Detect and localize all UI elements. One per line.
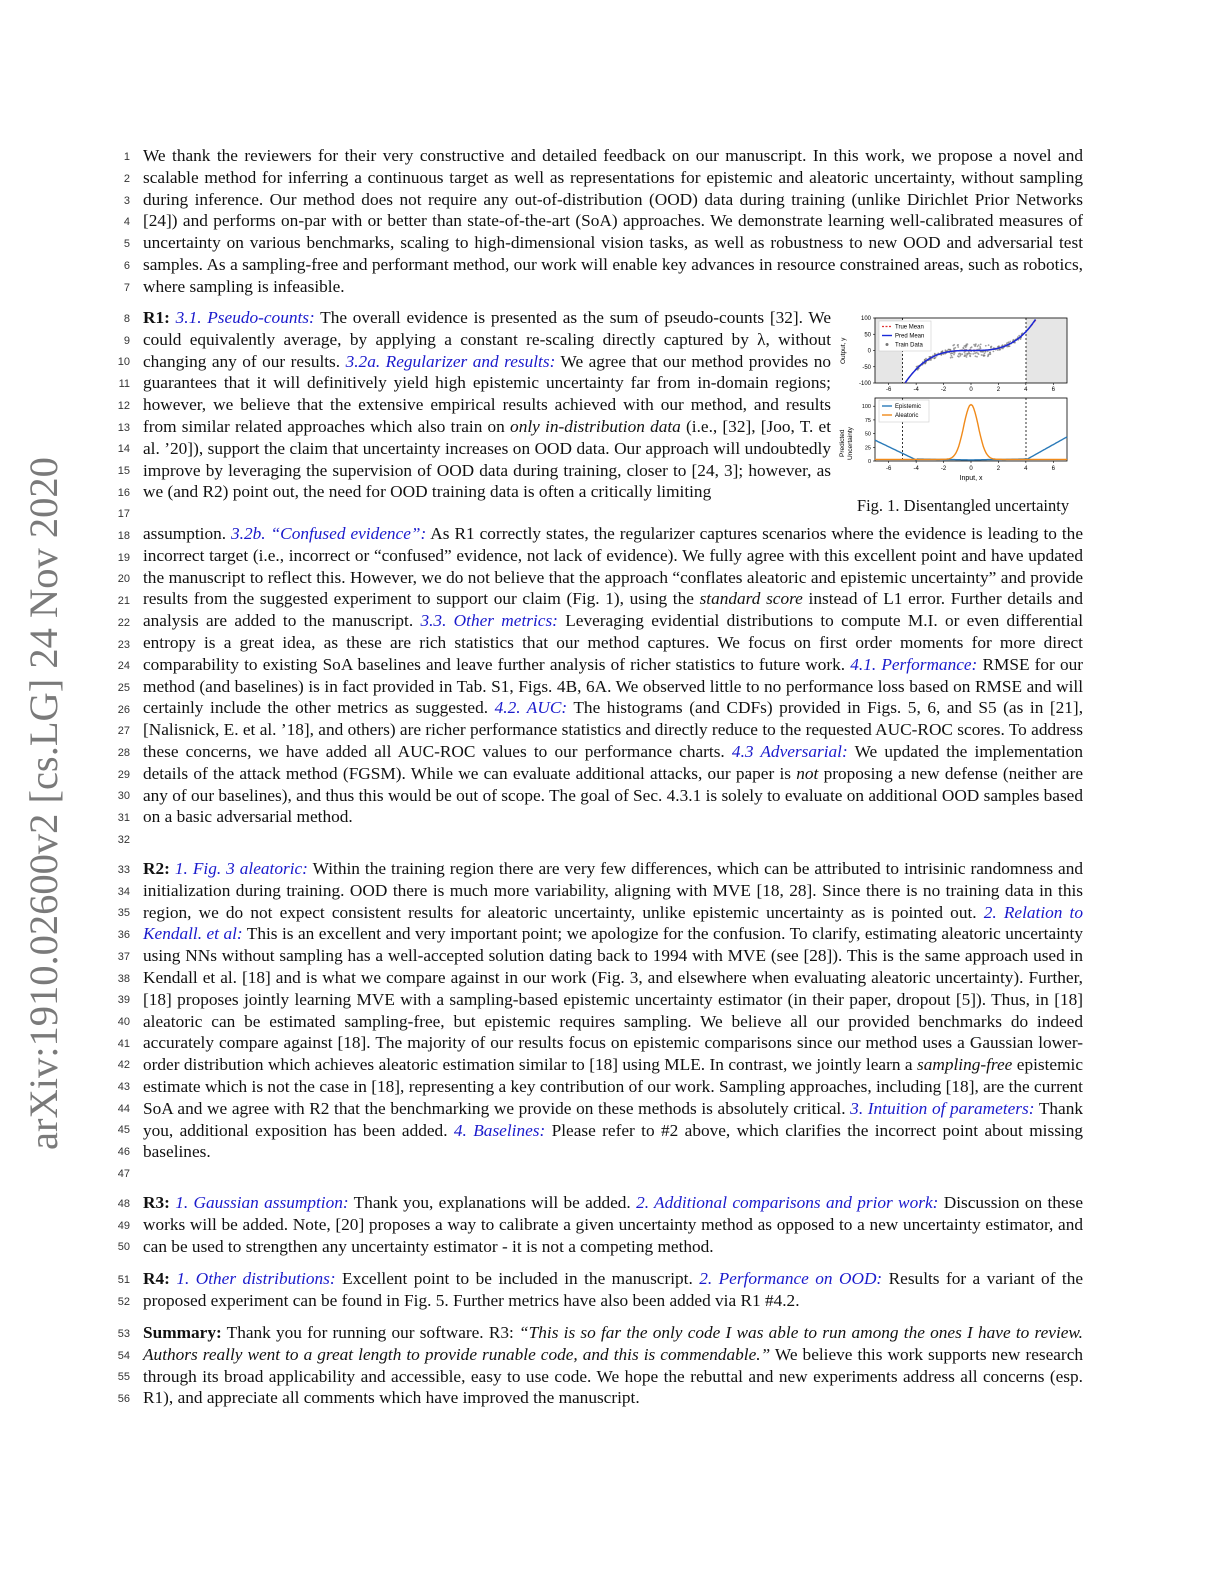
r1-heading-performance: 4.1. Performance: (850, 654, 978, 674)
summary-text: Thank you for running our software. R3: (221, 1323, 520, 1342)
line-number: 43 (117, 1081, 130, 1093)
line-number: 4 (123, 216, 130, 229)
train-data-point (966, 345, 968, 347)
train-data-point (1008, 346, 1010, 348)
train-data-point (964, 355, 966, 357)
train-data-point (952, 352, 954, 354)
train-data-point (984, 353, 986, 355)
line-number: 24 (117, 660, 130, 673)
r1-emphasis: not (796, 763, 819, 783)
train-data-point (973, 344, 975, 346)
line-number: 21 (117, 595, 130, 608)
line-number: 9 (123, 334, 130, 347)
bottom-x-axis-label: Input, x (959, 475, 983, 482)
train-data-point (961, 353, 963, 355)
top-y-tick-label: 100 (860, 316, 871, 322)
line-number: 33 (117, 864, 130, 876)
r1-heading-auc: 4.2. AUC: (494, 698, 568, 718)
r1-text: We agree that our method provides no guarantees that it will definitively yield high epistemic uncertainty far from in-domain regions; however, we believe that the extensive empirical results achieved with our method, and results from similar related approaches which also train on (143, 351, 832, 436)
line-number: 17 (117, 508, 130, 521)
line-number: 55 (117, 1371, 130, 1384)
line-number: 32 (117, 833, 130, 846)
reviewer-quote: “This is so far the only code I was able to run among the ones I have to review. Authors really went to a great length to provide runable code, and this is commendable.” (143, 1323, 1083, 1364)
r2-label: R2: (143, 859, 170, 878)
train-data-point (1006, 342, 1008, 344)
train-data-point (964, 353, 966, 355)
train-data-point (982, 354, 984, 356)
line-number: 53 (117, 1328, 130, 1340)
line-number: 35 (117, 907, 130, 920)
train-data-point (964, 351, 966, 353)
legend-aleatoric-label: Aleatoric (895, 413, 919, 419)
r3-label: R3: (143, 1193, 170, 1212)
line-number: 34 (117, 885, 130, 898)
bottom-y-axis-label-1: Predicted (839, 429, 846, 457)
train-data-point (997, 346, 999, 348)
bottom-x-tick-label: 4 (1024, 466, 1028, 472)
bottom-x-tick-label: -2 (940, 466, 947, 472)
r1-text: As R1 correctly states, the regularizer captures scenarios where the evidence is leading to the incorrect target (i.e., incorrect or “confused” evidence, not lack of evidence). We fully agree with this excellent point and have updated the manuscript to reflect this. However, we do not believe that the approach “conflates aleatoric and epistemic uncertainty” and provide results from the suggested experiment to support our claim (Fig. 1), using the (143, 524, 1083, 609)
r1-text: instead of L1 error. Further details and analysis are added to the manuscript. (143, 589, 1083, 631)
line-number: 45 (117, 1124, 130, 1137)
bottom-y-tick-label: 100 (861, 404, 871, 411)
line-number: 10 (117, 356, 130, 369)
train-data-point (957, 346, 959, 348)
r1-text: (i.e., [32], [Joo, T. et al. ’20]), support the claim that uncertainty increases on OOD data. Our approach will undoubtedly improve by leveraging the supervision of OOD data during training, closer to [24, 3]; however, as we (and R2) point out, the need for OOD training data is often a critically limiting (143, 416, 832, 502)
bottom-y-tick-label: 0 (867, 459, 871, 465)
bottom-x-tick-label: 0 (969, 466, 973, 472)
line-number: 1 (123, 151, 130, 163)
r2-emphasis: sampling-free (917, 1055, 1013, 1075)
line-number: 8 (123, 313, 130, 325)
r1-paragraph-continued (143, 523, 1083, 828)
train-data-point (1020, 338, 1022, 340)
top-y-tick-label: -100 (858, 381, 871, 387)
r2-paragraph (143, 858, 1083, 1163)
top-panel (840, 316, 1067, 393)
top-y-tick-label: 0 (867, 348, 871, 355)
train-data-point (987, 355, 989, 357)
figure-1 (835, 312, 1085, 522)
top-x-tick-label: 2 (996, 387, 1001, 393)
r2-text: Thank you, additional exposition has been added. (143, 1098, 1083, 1140)
line-number: 52 (117, 1295, 130, 1308)
r3-heading-comparisons: 2. Additional comparisons and prior work: (636, 1193, 939, 1212)
train-data-point (975, 343, 977, 345)
intro-paragraph: We thank the reviewers for their very constructive and detailed feedback on our manuscript. In this work, we propose a novel and scalable method for inferring a continuous target as well as representations for epistemic and aleatoric uncertainty, without sampling during inference. Our method does not require any out-of-distribution (OOD) data during training (unlike Dirichlet Prior Networks [24]) and performs on-par with or better than state-of-the-art (SoA) approaches. We demonstrate learning well-calibrated measures of uncertainty on various benchmarks, scaling to high-dimensional vision tasks, as well as robustness to new OOD and adversarial test samples. As a sampling-free and performant method, our work will enable key advances in resource constrained areas, such as robotics, where sampling is infeasible. (143, 146, 1083, 296)
train-data-point (1009, 341, 1011, 343)
r1-text: The histograms (and CDFs) provided in Figs. 5, 6, and S5 (as in [21], [Nalisnick, E. et al. ’18], and others) are richer performance statistics and directly reduce to the requested AUC-ROC scores. To address these concerns, we have added all AUC-ROC values to our performance charts. (143, 698, 1084, 761)
line-number: 47 (117, 1167, 130, 1180)
bottom-y-axis-label-2: Uncertainty (847, 427, 854, 460)
r1-heading-other-metrics: 3.3. Other metrics: (420, 611, 558, 631)
figure-1-svg (835, 312, 1085, 497)
legend-epistemic-label: Epistemic (895, 404, 922, 410)
r1-paragraph-wrapped (143, 307, 831, 503)
line-number: 11 (118, 378, 130, 391)
line-number: 27 (117, 725, 130, 738)
r2-heading-fig3: 1. Fig. 3 aleatoric: (174, 859, 308, 878)
r2-text: Please refer to #2 above, which clarifies the incorrect point about missing baselines. (143, 1120, 1084, 1162)
train-data-point (966, 353, 968, 355)
line-number: 28 (117, 747, 130, 759)
train-data-point (990, 353, 992, 355)
line-number: 31 (117, 812, 130, 825)
line-number: 20 (117, 573, 130, 586)
train-data-point (952, 357, 954, 359)
r3-paragraph (143, 1192, 1083, 1257)
r1-emphasis: standard score (699, 589, 803, 609)
r2-heading-intuition: 3. Intuition of parameters: (850, 1098, 1035, 1118)
line-number: 18 (117, 530, 130, 542)
top-legend (879, 321, 931, 351)
top-x-tick-label: -6 (886, 387, 892, 393)
line-number: 56 (117, 1393, 130, 1406)
legend-data-label: Train Data (895, 342, 923, 349)
train-data-point (925, 358, 927, 360)
train-data-point (967, 343, 969, 345)
line-number: 16 (117, 486, 130, 499)
r1-heading-confused-evidence: 3.2b. “Confused evidence”: (231, 524, 427, 543)
train-data-point (972, 353, 974, 355)
r4-label: R4: (143, 1269, 170, 1288)
r1-text: We updated the implementation details of the attack method (FGSM). While we can evaluate additional attacks, our paper is (143, 741, 1083, 783)
train-data-point (980, 344, 982, 346)
r4-heading-distributions: 1. Other distributions: (176, 1269, 336, 1288)
legend-data-swatch (886, 343, 889, 346)
line-number: 5 (123, 238, 130, 251)
summary-label: Summary: (143, 1323, 222, 1342)
summary-paragraph (143, 1322, 1083, 1409)
train-data-point (951, 355, 953, 357)
top-x-tick-label: -2 (940, 387, 947, 393)
line-number: 22 (117, 616, 130, 629)
r3-text: Thank you, explanations will be added. (348, 1193, 637, 1212)
line-number: 19 (117, 551, 130, 564)
line-number: 38 (117, 972, 130, 985)
bottom-x-tick-label: -4 (913, 466, 919, 472)
r1-emphasis: only in-distribution data (510, 416, 681, 436)
r4-text: Results for a variant of the proposed experiment can be found in Fig. 5. Further metrics have also been added via R1 #4.2. (143, 1269, 1084, 1310)
train-data-point (965, 347, 967, 349)
r1-heading-regularizer: 3.2a. Regularizer and results: (345, 351, 556, 371)
legend-true-label: True Mean (895, 324, 924, 331)
line-number: 29 (117, 768, 130, 781)
train-data-point (988, 354, 990, 356)
train-data-point (975, 355, 977, 357)
train-data-point (974, 353, 976, 355)
train-data-point (948, 349, 950, 351)
r1-text: assumption. (143, 524, 232, 543)
train-data-point (950, 357, 952, 359)
r3-text: Discussion on these works will be added. Note, [20] proposes a way to calibrate a given uncertainty method as opposed to a new uncertainty estimator, and can be used to strengthen any uncertainty estimator - it is not a competing method. (143, 1193, 1083, 1256)
train-data-point (981, 354, 983, 356)
train-data-point (979, 346, 981, 348)
top-y-tick-label: -50 (862, 364, 871, 371)
train-data-point (990, 346, 992, 348)
r1-text: RMSE for our method (and baselines) is in fact provided in Tab. S1, Figs. 4B, 6A. We observed little to no performance loss based on RMSE and will certainly include the other metrics as suggested. (143, 654, 1083, 718)
r4-paragraph (143, 1268, 1083, 1312)
bottom-x-tick-label: 2 (996, 466, 1001, 472)
line-number: 26 (117, 703, 130, 716)
train-data-point (971, 346, 973, 348)
bottom-x-ticks (886, 461, 1056, 472)
line-number: 40 (117, 1015, 130, 1028)
train-data-point (953, 344, 955, 346)
train-data-point (945, 349, 947, 351)
top-x-tick-label: 4 (1024, 387, 1028, 393)
line-number: 30 (117, 790, 130, 803)
figure-1-caption: Fig. 1. Disentangled uncertainty (856, 496, 1070, 515)
r1-heading-pseudo-counts: 3.1. Pseudo-counts: (175, 308, 315, 327)
r2-text: This is an excellent and very important point; we apologize for the confusion. To clarify, estimating aleatoric uncertainty using NNs without sampling has a well-accepted solution dating back to 1994 with MVE (see [28]). This is the same approach used in Kendall et al. [18] and is what we compare against in our work (Fig. 3, and elsewhere when evaluating aleatoric uncertainty). Further, [18] proposes jointly learning MVE with a sampling-based epistemic uncertainty estimator (in their paper, dropout [5]). Thus, in [18] aleatoric can be estimated sampling-free, but epistemic requires sampling. We believe all our provided benchmarks do indeed accurately compare against [18]. The majority of our results focus on epistemic comparisons since our method uses a Gaussian lower-order distribution which achieves aleatoric estimation similar to [18] using MLE. In contrast, we jointly learn a (143, 924, 1083, 1075)
train-data-point (957, 344, 959, 346)
arxiv-side-stamp: arXiv:1910.02600v2 [cs.LG] 24 Nov 2020 (21, 457, 66, 1150)
line-number: 50 (117, 1241, 130, 1254)
r2-text: Within the training region there are very few differences, which can be attributed to intrisinic randomness and initialization during training. OOD there is much more variability, aligning with MVE [18, 28]. Since there is no training data in this region, we do not expect consistent results for aleatoric uncertainty, unlike epistemic uncertainty as is pointed out. (143, 859, 1083, 922)
train-data-point (953, 348, 955, 350)
train-data-point (988, 344, 990, 346)
train-data-point (966, 356, 968, 358)
train-data-point (958, 353, 960, 355)
line-number: 7 (123, 281, 130, 294)
bottom-y-tick-label: 50 (864, 431, 871, 438)
train-data-points (915, 332, 1024, 370)
top-y-axis-label: Output, y (840, 337, 847, 364)
r1-label: R1: (143, 308, 170, 327)
line-number: 36 (117, 929, 130, 942)
r1-text: Leveraging evidential distributions to compute M.I. or even differential entropy is a great idea, as these are rich statistics that our method captures. We focus on first order moments for more direct comparability to existing SoA baselines and leave further analysis of richer statistics to future work. (143, 611, 1084, 674)
line-number: 54 (117, 1349, 130, 1362)
top-x-ticks (886, 383, 1056, 393)
legend-pred-label: Pred Mean (895, 333, 925, 340)
top-x-tick-label: -4 (913, 387, 919, 393)
top-y-ticks (859, 316, 875, 387)
r4-heading-ood: 2. Performance on OOD: (699, 1269, 883, 1288)
line-number: 46 (117, 1146, 130, 1159)
train-data-point (977, 352, 979, 354)
line-number: 48 (117, 1198, 130, 1210)
line-number: 14 (117, 443, 130, 456)
train-data-point (962, 347, 964, 349)
line-number: 12 (117, 399, 130, 412)
train-data-point (934, 357, 936, 359)
line-number: 25 (117, 681, 130, 694)
line-number: 13 (117, 421, 130, 434)
line-number: 3 (123, 194, 130, 207)
bottom-y-ticks (862, 404, 875, 465)
train-data-point (949, 349, 951, 351)
train-data-point (968, 352, 970, 354)
train-data-point (977, 346, 979, 348)
r2-text: epistemic estimate which is not the case in [18], representing a key contribution of our work. Sampling approaches, including [18], are the current SoA and we agree with R2 that the benchmarking we provide on these methods is absolutely critical. (143, 1055, 1084, 1118)
line-number: 37 (117, 950, 130, 963)
top-y-tick-label: 50 (864, 332, 871, 339)
line-number: 41 (117, 1037, 130, 1050)
train-data-point (969, 355, 971, 357)
line-number: 2 (123, 172, 130, 185)
line-number: 44 (117, 1102, 130, 1115)
r1-heading-adversarial: 4.3 Adversarial: (731, 741, 848, 761)
train-data-point (1018, 335, 1020, 337)
r2-heading-kendall: 2. Relation to Kendall. et al: (143, 902, 1083, 944)
line-number: 49 (117, 1219, 130, 1232)
line-number: 6 (123, 260, 130, 272)
bottom-x-tick-label: -6 (886, 466, 892, 472)
train-data-point (957, 355, 959, 357)
train-data-point (976, 356, 978, 358)
top-x-tick-label: 6 (1051, 387, 1055, 393)
line-number: 51 (117, 1274, 130, 1286)
bottom-y-tick-label: 75 (864, 417, 871, 424)
train-data-point (989, 352, 991, 354)
line-number: 39 (117, 994, 130, 1007)
bottom-panel (839, 398, 1067, 482)
bottom-y-tick-label: 25 (864, 445, 871, 452)
bottom-x-tick-label: 6 (1051, 466, 1055, 472)
top-x-tick-label: 0 (969, 387, 973, 393)
train-data-point (950, 353, 952, 355)
r3-heading-gaussian: 1. Gaussian assumption: (175, 1193, 349, 1212)
r4-text: Excellent point to be included in the manuscript. (335, 1269, 700, 1288)
r2-heading-baselines: 4. Baselines: (453, 1120, 546, 1140)
epistemic-line (875, 437, 1067, 460)
summary-text: We believe this work supports new research through its broad applicability and accessible, easy to use code. We hope the rebuttal and new experiments address all concerns (esp. R1), and appreciate all comments which have improved the manuscript. (143, 1344, 1083, 1408)
line-number: 15 (117, 464, 130, 477)
line-number: 23 (117, 638, 130, 651)
train-data-point (993, 351, 995, 353)
r1-text: The overall evidence is presented as the sum of pseudo-counts [32]. We could equivalently average, by applying a constant re-scaling directly captured by λ, without changing any of our results. (143, 308, 831, 371)
line-number: 42 (117, 1059, 130, 1072)
train-data-point (985, 345, 987, 347)
r1-text: proposing a new defense (neither are any of our baselines), and thus this would be out of scope. The goal of Sec. 4.3.1 is solely to evaluate on additional OOD samples based on a basic adversarial method. (143, 763, 1084, 827)
top-ood-shade-right (1026, 319, 1067, 383)
bottom-legend (879, 400, 929, 422)
